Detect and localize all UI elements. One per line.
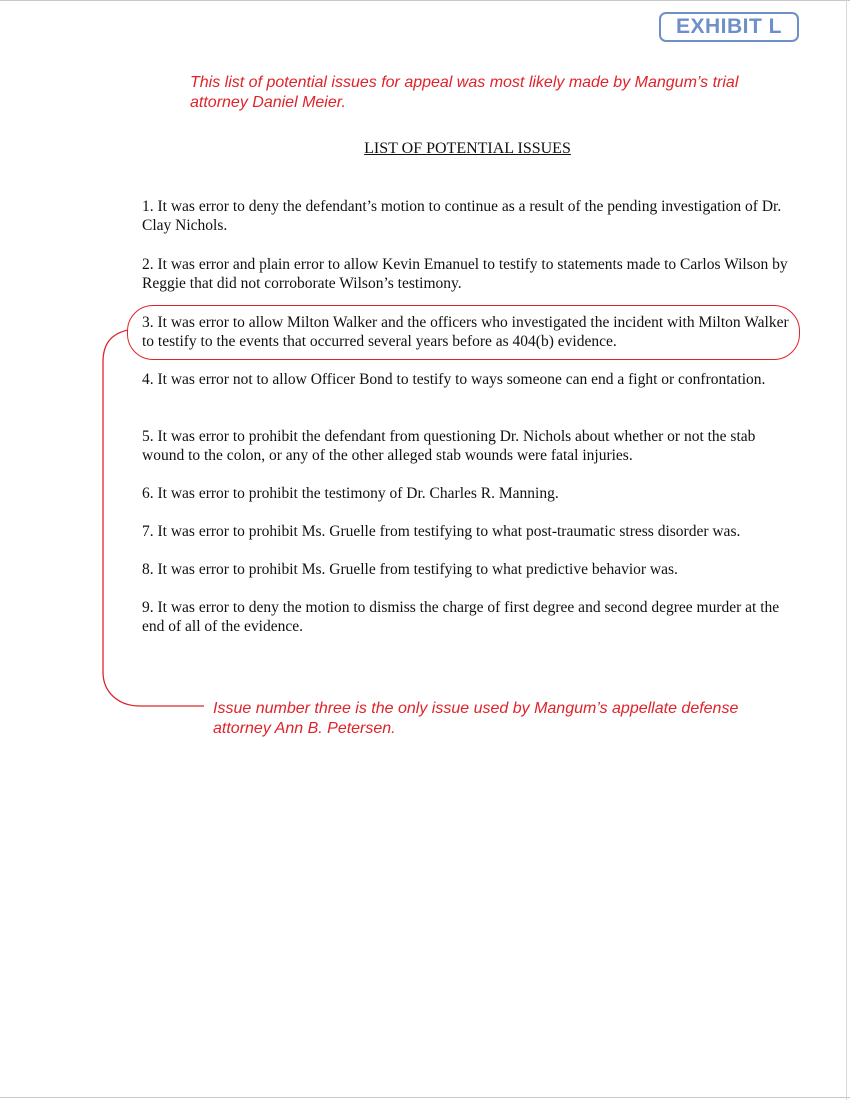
issue-item-5: 5. It was error to prohibit the defendant from questioning Dr. Nichols about whether or not the stab wound to the colon, or any of the other alleged stab wounds were fatal injuries. (142, 428, 756, 464)
issue-3-highlight-oval (127, 305, 800, 360)
issue-item-8: 8. It was error to prohibit Ms. Gruelle from testifying to what predictive behavior was. (142, 561, 678, 578)
page-top-edge (0, 0, 850, 1)
page-right-edge (846, 0, 847, 1100)
issue-item-7: 7. It was error to prohibit Ms. Gruelle from testifying to what post-traumatic stress disorder was. (142, 523, 741, 540)
exhibit-label: EXHIBIT L (659, 12, 799, 42)
issue-item-1: 1. It was error to deny the defendant’s motion to continue as a result of the pending investigation of Dr. Clay Nichols. (142, 198, 782, 234)
document-title: LIST OF POTENTIAL ISSUES (364, 140, 571, 157)
issue-item-4: 4. It was error not to allow Officer Bond to testify to ways someone can end a fight or confrontation. (142, 371, 766, 388)
top-annotation: This list of potential issues for appeal was most likely made by Mangum’s trial attorney Daniel Meier. (190, 74, 739, 111)
issue-item-3: 3. It was error to allow Milton Walker and the officers who investigated the incident with Milton Walker to testify to the events that occurred several years before as 404(b) evidence. (142, 314, 789, 350)
bottom-annotation: Issue number three is the only issue used by Mangum’s appellate defense attorney Ann B. Petersen. (213, 700, 739, 737)
issue-item-6: 6. It was error to prohibit the testimony of Dr. Charles R. Manning. (142, 485, 559, 502)
issue-item-9: 9. It was error to deny the motion to dismiss the charge of first degree and second degree murder at the end of all of the evidence. (142, 599, 780, 635)
issue-item-2: 2. It was error and plain error to allow Kevin Emanuel to testify to statements made to Carlos Wilson by Reggie that did not corroborate Wilson’s testimony. (142, 256, 788, 292)
page-bottom-edge (0, 1097, 850, 1098)
